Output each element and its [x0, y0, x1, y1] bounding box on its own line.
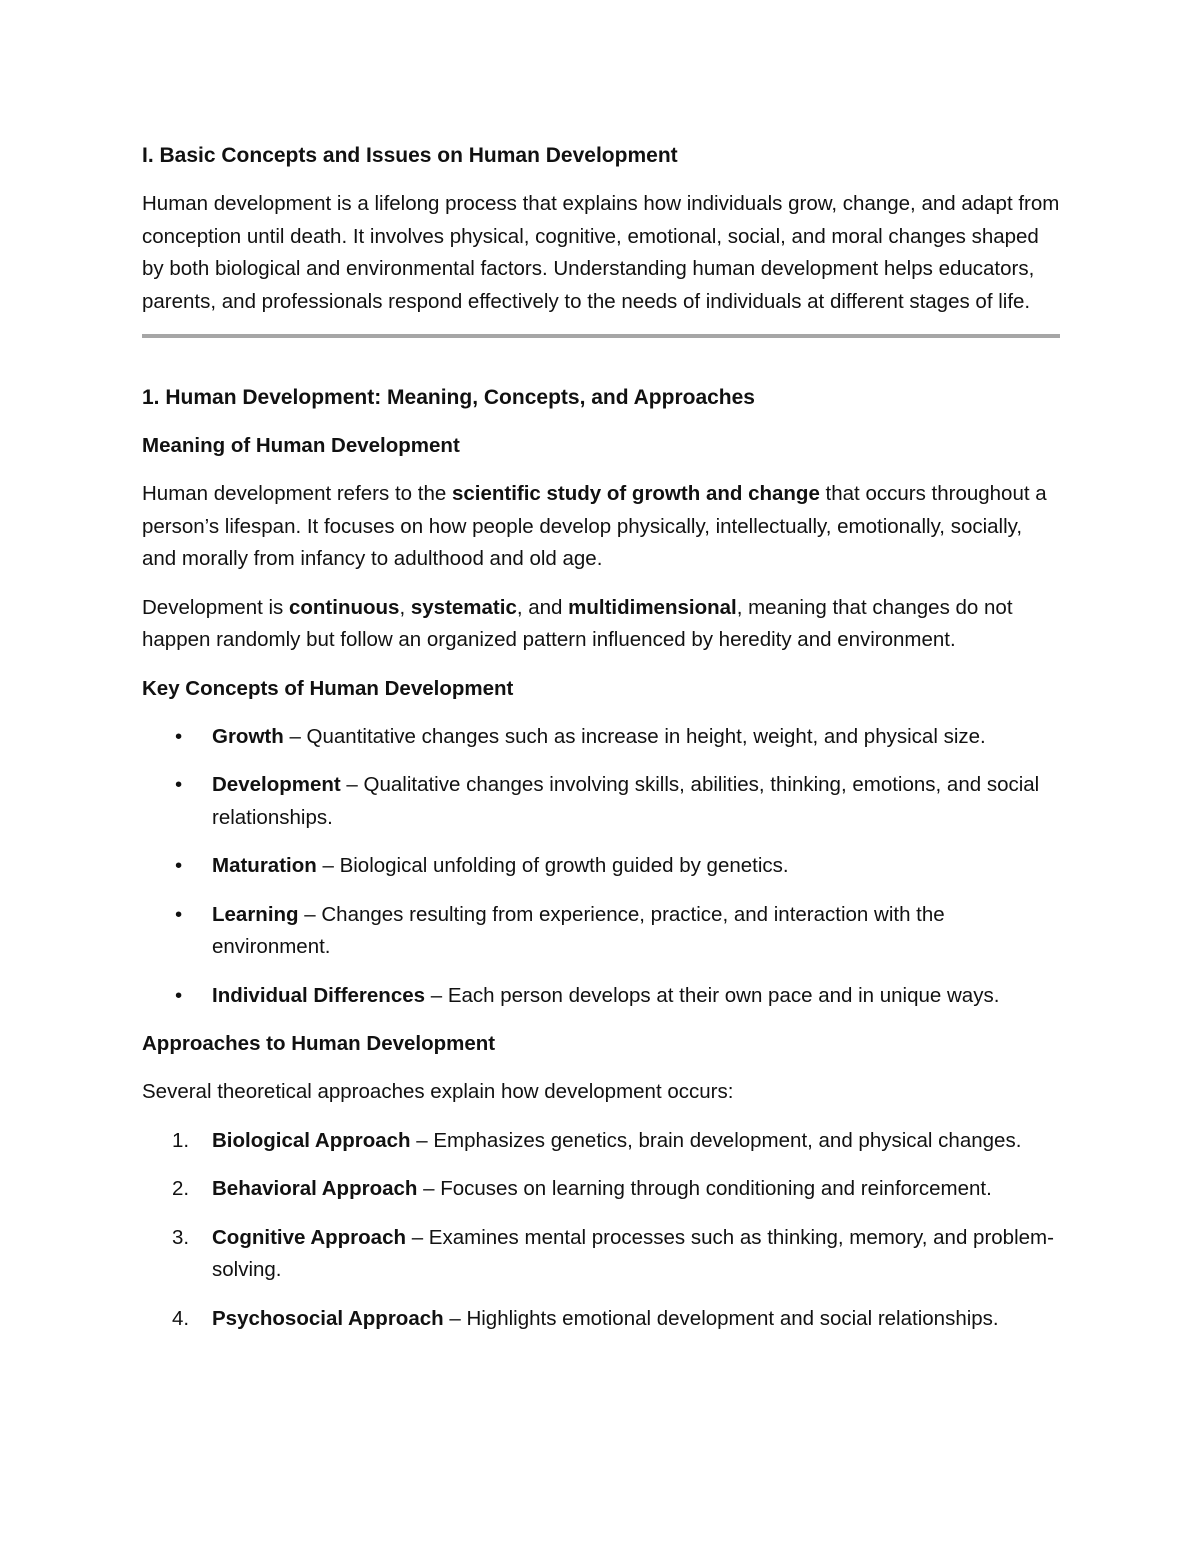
approach-term: Psychosocial Approach [212, 1306, 444, 1330]
concept-desc: – Quantitative changes such as increase in height, weight, and physical size. [283, 724, 986, 748]
list-item [142, 980, 1060, 1013]
list-item [142, 1303, 1060, 1336]
bold-term: scientific study of growth and change [451, 482, 820, 505]
approach-term: Biological Approach [212, 1128, 411, 1152]
list-item [142, 721, 1060, 754]
section-title: I. Basic Concepts and Issues on Human Development [142, 144, 678, 167]
text-run: , [399, 595, 411, 619]
meaning-paragraph-2 [142, 592, 1060, 657]
item-number: 2. [172, 1177, 190, 1200]
concept-desc: – Each person develops at their own pace and in unique ways. [425, 983, 1000, 1007]
list-item [142, 769, 1060, 834]
key-concepts-list [142, 721, 1060, 1013]
concept-term: Individual Differences [212, 983, 426, 1007]
text-run: , meaning that changes do not happen randomly but follow an organized pattern influenced by heredity and environment. [142, 595, 1013, 651]
concept-desc: – Changes resulting from experience, practice, and interaction with the environment. [212, 902, 945, 958]
text-run: that occurs throughout a person’s lifespan. It focuses on how people develop physically, intellectually, emotionally, socially, and morally from infancy to adulthood and old age. [142, 482, 1047, 570]
approaches-list [142, 1125, 1060, 1336]
key-concepts-heading: Key Concepts of Human Development [142, 676, 514, 700]
text-run: Human development refers to the [142, 482, 452, 505]
intro-paragraph: Human development is a lifelong process that explains how individuals grow, change, and adapt from conception until death. It involves physical, cognitive, emotional, social, and moral changes shaped by both biological and environmental factors. Understanding human development helps educators, parents, and professionals respond effectively to the needs of individuals at different stages of life. [142, 192, 1060, 313]
document-page [142, 140, 1060, 1351]
list-item [142, 1222, 1060, 1287]
text-run: , and [516, 595, 569, 619]
meaning-paragraph-1 [142, 478, 1060, 576]
list-item [142, 1125, 1060, 1158]
item-number: 4. [172, 1306, 190, 1330]
approaches-intro: Several theoretical approaches explain how development occurs: [142, 1080, 734, 1103]
approach-desc: – Examines mental processes such as thinking, memory, and problem-solving. [212, 1225, 1054, 1281]
bold-term: continuous [288, 595, 400, 619]
concept-term: Learning [212, 902, 299, 926]
concept-desc: – Biological unfolding of growth guided by genetics. [316, 854, 789, 877]
approach-term: Cognitive Approach [212, 1225, 406, 1249]
bullet-icon: • [175, 724, 183, 748]
concept-term: Maturation [212, 854, 317, 877]
item-number: 3. [172, 1225, 190, 1249]
list-item [142, 850, 1060, 883]
approaches-heading: Approaches to Human Development [142, 1032, 496, 1055]
bullet-icon: • [175, 983, 183, 1007]
bold-term: multidimensional [568, 595, 737, 619]
horizontal-divider [142, 334, 1060, 338]
list-item [142, 1173, 1060, 1206]
text-run: Development is [142, 595, 289, 619]
item-number: 1. [172, 1128, 190, 1152]
approach-term: Behavioral Approach [212, 1177, 418, 1200]
approach-desc: – Emphasizes genetics, brain development, and physical changes. [410, 1128, 1022, 1152]
bullet-icon: • [175, 854, 183, 877]
concept-term: Growth [212, 724, 284, 748]
bold-term: systematic [410, 595, 517, 619]
bullet-icon: • [175, 902, 183, 926]
concept-term: Development [212, 773, 341, 796]
bullet-icon: • [175, 773, 183, 796]
approach-desc: – Focuses on learning through conditioning and reinforcement. [417, 1177, 992, 1200]
subsection-title: 1. Human Development: Meaning, Concepts, and Approaches [142, 386, 755, 409]
concept-desc: – Qualitative changes involving skills, abilities, thinking, emotions, and social relationships. [212, 773, 1040, 829]
meaning-heading: Meaning of Human Development [142, 434, 460, 457]
list-item [142, 899, 1060, 964]
approach-desc: – Highlights emotional development and social relationships. [443, 1306, 999, 1330]
